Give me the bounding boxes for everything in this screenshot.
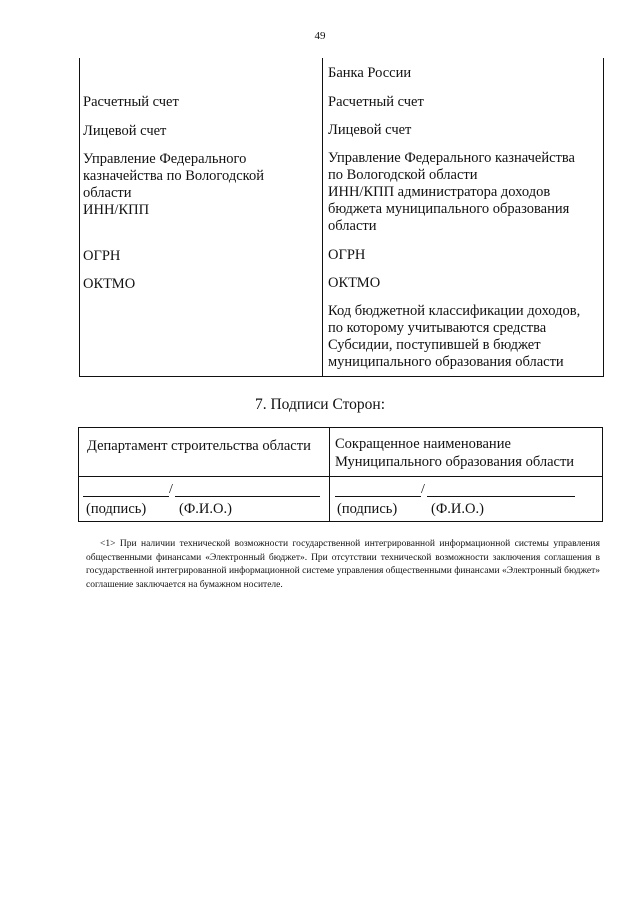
right-account-label: Расчетный счет [328, 94, 424, 110]
right-signature-line [335, 496, 421, 497]
right-treasury-line-5: области [328, 218, 377, 234]
left-oktmo-label: ОКТМО [83, 276, 136, 292]
right-treasury-line-3: ИНН/КПП администратора доходов [328, 184, 551, 200]
left-slash: / [169, 482, 173, 497]
left-ogrn-label: ОГРН [83, 248, 121, 264]
left-signature-line [83, 496, 169, 497]
right-party-header-line-1: Сокращенное наименование [335, 436, 511, 452]
right-kbk-line-4: муниципального образования области [328, 354, 564, 370]
right-name-line [427, 496, 575, 497]
right-personal-account-label: Лицевой счет [328, 122, 412, 138]
signatures-column-divider [329, 428, 330, 521]
signatures-row-divider [79, 476, 602, 477]
right-oktmo-label: ОКТМО [328, 275, 381, 291]
left-treasury-line-3: области [83, 185, 132, 201]
right-treasury-line-2: по Вологодской области [328, 167, 478, 183]
right-treasury-line-1: Управление Федерального казначейства [328, 150, 575, 166]
left-treasury-line-1: Управление Федерального [83, 151, 247, 167]
signatures-section-title: 7. Подписи Сторон: [254, 396, 386, 413]
left-account-label: Расчетный счет [83, 94, 179, 110]
column-divider [322, 58, 323, 376]
right-name-label: (Ф.И.О.) [431, 501, 484, 517]
right-signature-label: (подпись) [337, 501, 398, 517]
signatures-table [78, 427, 603, 522]
right-slash: / [421, 482, 425, 497]
footnote: <1> При наличии технической возможности государственной интегрированной информационной системы управления общественными финансами «Электронный бюджет». При отсутствии технической возможности заключения соглашения в государственной интегрированной информационной системе управления общественными финансами «Электронный бюджет» соглашение заключается на бумажном носителе. [86, 539, 600, 590]
right-kbk-line-2: по которому учитываются средства [328, 320, 547, 336]
left-party-header: Департамент строительства области [87, 438, 311, 454]
right-kbk-line-1: Код бюджетной классификации доходов, [328, 303, 581, 319]
page-number: 49 [314, 30, 326, 42]
left-name-line [175, 496, 320, 497]
left-signature-label: (подпись) [86, 501, 147, 517]
left-name-label: (Ф.И.О.) [179, 501, 232, 517]
left-personal-account-label: Лицевой счет [83, 123, 167, 139]
right-kbk-line-3: Субсидии, поступившей в бюджет [328, 337, 541, 353]
right-party-header-line-2: Муниципального образования области [335, 454, 575, 470]
left-treasury-line-2: казначейства по Вологодской [83, 168, 264, 184]
right-ogrn-label: ОГРН [328, 247, 366, 263]
left-inn-kpp-label: ИНН/КПП [83, 202, 150, 218]
right-treasury-line-4: бюджета муниципального образования [328, 201, 570, 217]
right-bank-label: Банка России [328, 65, 412, 81]
requisites-table [79, 58, 604, 377]
